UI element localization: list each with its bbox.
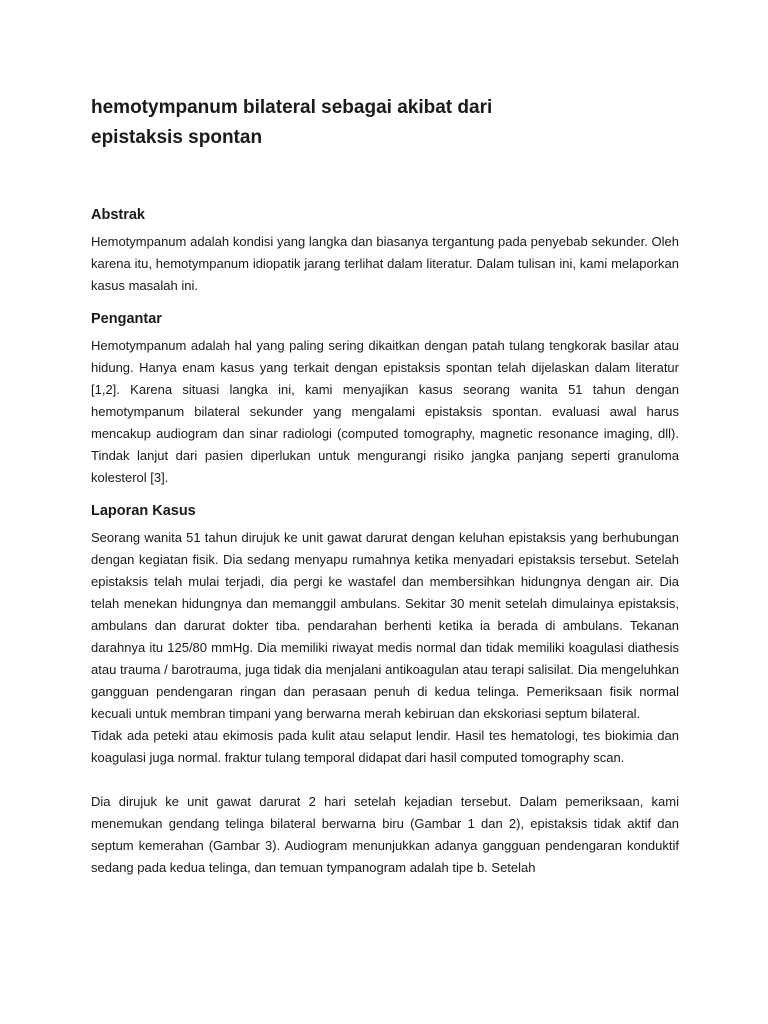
section-abstract xyxy=(91,205,679,297)
section-heading-abstract: Abstrak xyxy=(91,207,145,223)
section-heading-case-report: Laporan Kasus xyxy=(91,503,196,519)
section-case-report xyxy=(91,501,679,879)
document-title: hemotympanum bilateral sebagai akibat dari epistaksis spontan xyxy=(91,97,493,148)
case-report-paragraph-2: Tidak ada peteki atau ekimosis pada kulit atau selaput lendir. Hasil tes hematologi, tes biokimia dan koagulasi juga normal. fraktur tulang temporal didapat dari hasil computed tomography scan. xyxy=(91,728,679,765)
section-heading-introduction: Pengantar xyxy=(91,311,162,327)
case-report-paragraph-1: Seorang wanita 51 tahun dirujuk ke unit gawat darurat dengan keluhan epistaksis yang berhubungan dengan kegiatan fisik. Dia sedang menyapu rumahnya ketika menyadari epistaksis tersebut. Setelah epistaksis telah mulai terjadi, dia pergi ke wastafel dan membersihkan hidungnya dengan air. Dia telah menekan hidungnya dan memanggil ambulans. Sekitar 30 menit setelah dimulainya epistaksis, ambulans dan darurat dokter tiba. pendarahan berhenti ketika ia berada di ambulans. Tekanan darahnya itu 125/80 mmHg. Dia memiliki riwayat medis normal dan tidak memiliki koagulasi diathesis atau trauma / barotrauma, juga tidak dia menjalani antikoagulan atau terapi salisilat. Dia mengeluhkan gangguan pendengaran ringan dan perasaan penuh di kedua telinga. Pemeriksaan fisik normal kecuali untuk membran timpani yang berwarna merah kebiruan dan ekskoriasi septum bilateral. xyxy=(91,530,679,721)
case-report-paragraph-3: Dia dirujuk ke unit gawat darurat 2 hari setelah kejadian tersebut. Dalam pemeriksaan, kami menemukan gendang telinga bilateral berwarna biru (Gambar 1 dan 2), epistaksis tidak aktif dan septum kemerahan (Gambar 3). Audiogram menunjukkan adanya gangguan pendengaran konduktif sedang pada kedua telinga, dan temuan tympanogram adalah tipe b. Setelah xyxy=(91,794,679,875)
introduction-paragraph: Hemotympanum adalah hal yang paling sering dikaitkan dengan patah tulang tengkorak basilar atau hidung. Hanya enam kasus yang terkait dengan epistaksis spontan telah dijelaskan dalam literatur [1,2]. Karena situasi langka ini, kami menyajikan kasus seorang wanita 51 tahun dengan hemotympanum bilateral sekunder yang mengalami epistaksis spontan. evaluasi awal harus mencakup audiogram dan sinar radiologi (computed tomography, magnetic resonance imaging, dll). Tindak lanjut dari pasien diperlukan untuk mengurangi risiko jangka panjang seperti granuloma kolesterol [3]. xyxy=(91,338,679,485)
section-introduction xyxy=(91,309,679,489)
abstract-paragraph: Hemotympanum adalah kondisi yang langka dan biasanya tergantung pada penyebab sekunder. Oleh karena itu, hemotympanum idiopatik jarang terlihat dalam literatur. Dalam tulisan ini, kami melaporkan kasus masalah ini. xyxy=(91,234,679,293)
